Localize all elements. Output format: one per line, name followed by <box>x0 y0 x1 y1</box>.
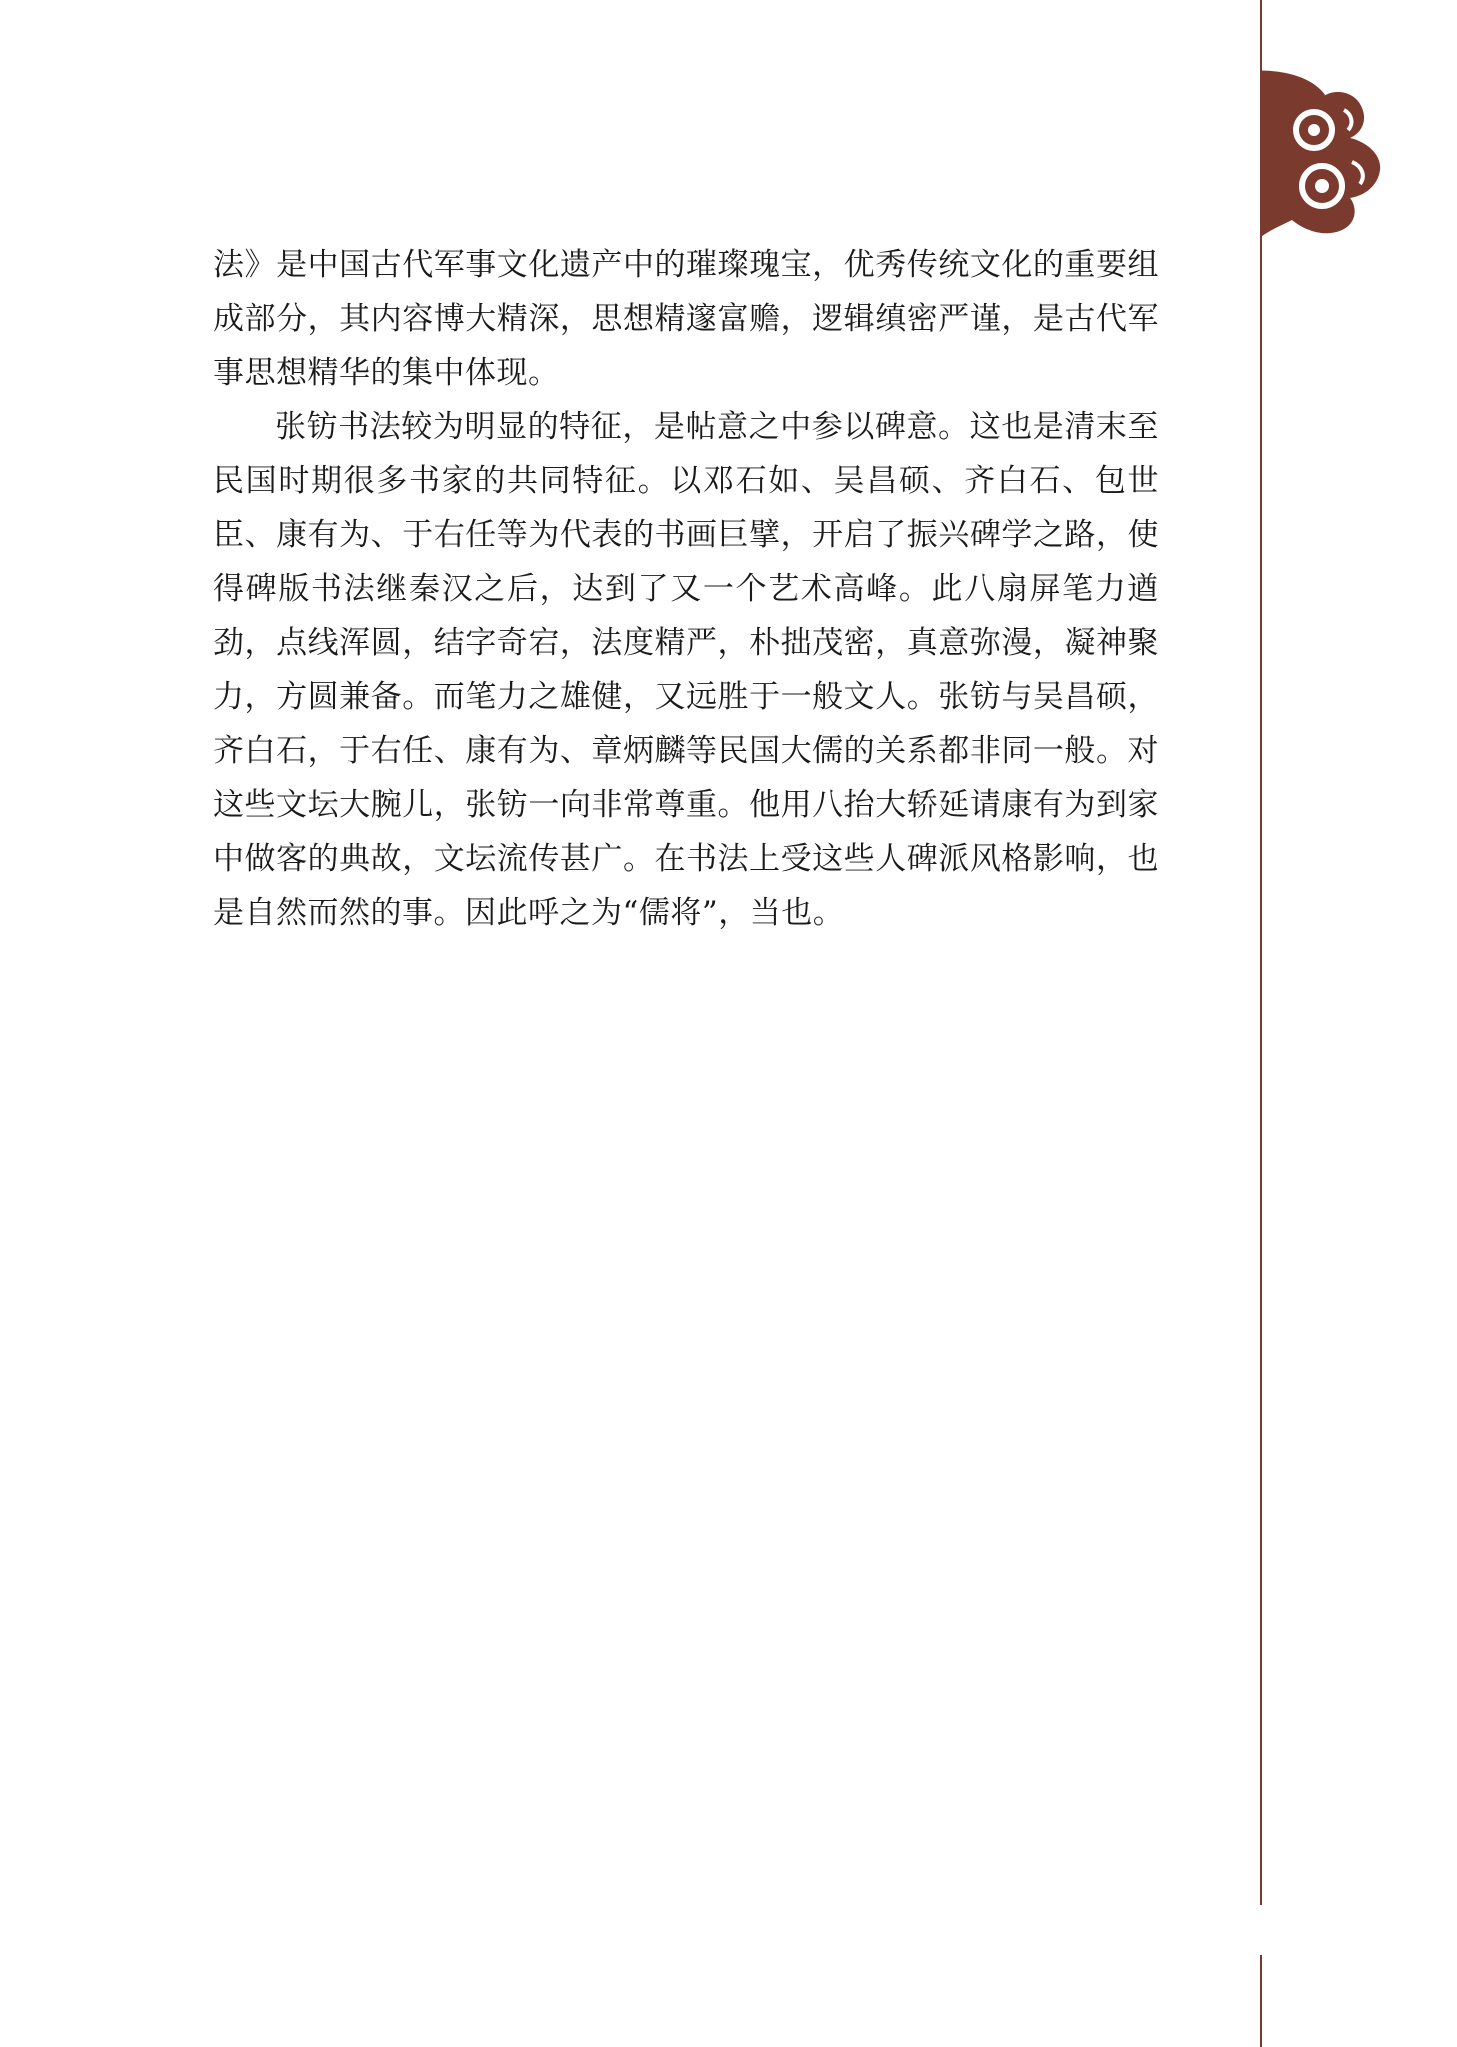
margin-rule-upper <box>1260 0 1262 1905</box>
margin-rule-lower <box>1260 1955 1262 2047</box>
paragraph-continued: 法》是中国古代军事文化遗产中的璀璨瑰宝，优秀传统文化的重要组成部分，其内容博大精深，思想精邃富赡，逻辑缜密严谨，是古代军事思想精华的集中体现。 <box>213 247 1159 391</box>
paragraph-zhang-fang-calligraphy: 张钫书法较为明显的特征，是帖意之中参以碑意。这也是清末至民国时期很多书家的共同特征。以邓石如、吴昌硕、齐白石、包世臣、康有为、于右任等为代表的书画巨擘，开启了振兴碑学之路，使得碑版书法继秦汉之后，达到了又一个艺术高峰。此八扇屏笔力遒劲，点线浑圆，结字奇宕，法度精严，朴拙茂密，真意弥漫，凝神聚力，方圆兼备。而笔力之雄健，又远胜于一般文人。张钫与吴昌硕，齐白石，于右任、康有为、章炳麟等民国大儒的关系都非同一般。对这些文坛大腕儿，张钫一向非常尊重。他用八抬大轿延请康有为到家中做客的典故，文坛流传甚广。在书法上受这些人碑派风格影响，也是自然而然的事。因此呼之为“儒将”，当也。 <box>213 409 1159 931</box>
auspicious-cloud-icon <box>1252 70 1384 240</box>
body-text <box>213 238 1159 940</box>
